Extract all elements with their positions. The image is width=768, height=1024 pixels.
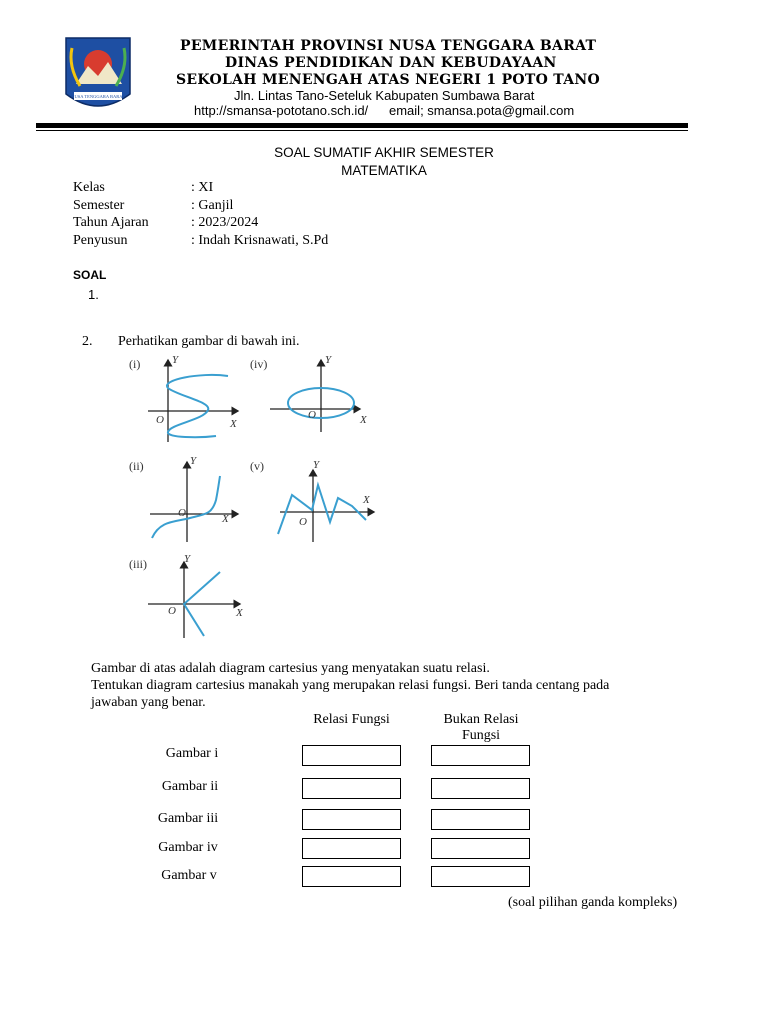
header-line-1: PEMERINTAH PROVINSI NUSA TENGGARA BARAT bbox=[180, 38, 597, 54]
soal-heading: SOAL bbox=[73, 268, 107, 282]
graph-iii bbox=[129, 553, 244, 638]
graph-v-curve bbox=[278, 485, 366, 534]
graph-ii bbox=[129, 455, 238, 542]
graph-i-origin-label: O bbox=[156, 414, 164, 426]
checkbox-gambar-i-bukan[interactable] bbox=[431, 745, 530, 766]
meta-value: : Indah Krisnawati, S.Pd bbox=[191, 233, 329, 248]
checkbox-gambar-iii-fungsi[interactable] bbox=[302, 809, 401, 830]
graph-iii-y-label: Y bbox=[184, 553, 191, 565]
checkbox-gambar-iii-bukan[interactable] bbox=[431, 809, 530, 830]
graph-iv-label: (iv) bbox=[250, 357, 268, 371]
question-1-number: 1. bbox=[88, 287, 99, 302]
exam-subject: MATEMATIKA bbox=[341, 163, 427, 178]
graph-i-y-label: Y bbox=[172, 354, 179, 366]
graph-ii-y-label: Y bbox=[190, 455, 197, 467]
row-label-gambar-v: Gambar v bbox=[161, 868, 217, 883]
meta-label: Semester bbox=[73, 198, 125, 213]
header-address: Jln. Lintas Tano-Seteluk Kabupaten Sumbawa Barat bbox=[234, 88, 535, 103]
graphs-figure bbox=[120, 350, 400, 645]
svg-text:NUSA TENGGARA BARAT: NUSA TENGGARA BARAT bbox=[71, 94, 125, 99]
graph-iii-x-label: X bbox=[236, 607, 243, 619]
header-line-2: DINAS PENDIDIKAN DAN KEBUDAYAAN bbox=[225, 55, 557, 71]
column-header-bukan-relasi bbox=[420, 712, 542, 744]
graph-iii-origin-label: O bbox=[168, 605, 176, 617]
graph-v-label: (v) bbox=[250, 459, 264, 473]
graph-iv bbox=[250, 354, 368, 432]
meta-kelas bbox=[73, 180, 214, 196]
column-header-bukan-relasi-line1: Bukan Relasi bbox=[443, 712, 519, 727]
meta-value: : XI bbox=[191, 180, 214, 195]
question-2-number: 2. bbox=[82, 334, 93, 349]
header-rule-thick bbox=[36, 123, 688, 128]
graph-v-x-label: X bbox=[363, 494, 370, 506]
checkbox-gambar-ii-bukan[interactable] bbox=[431, 778, 530, 799]
graph-iii-label: (iii) bbox=[129, 557, 147, 571]
row-label-gambar-iii: Gambar iii bbox=[157, 811, 219, 826]
question-type-note: (soal pilihan ganda kompleks) bbox=[508, 895, 678, 910]
graph-iv-y-label: Y bbox=[325, 354, 332, 366]
header-rule-thin bbox=[36, 130, 688, 131]
column-header-bukan-relasi-line2: Fungsi bbox=[461, 728, 501, 743]
checkbox-gambar-v-bukan[interactable] bbox=[431, 866, 530, 887]
meta-penyusun bbox=[73, 233, 329, 249]
meta-value: : Ganjil bbox=[191, 198, 234, 213]
graph-v-origin-label: O bbox=[299, 516, 307, 528]
graph-ii-x-label: X bbox=[222, 513, 229, 525]
checkbox-gambar-iv-fungsi[interactable] bbox=[302, 838, 401, 859]
question-2-desc-2: Tentukan diagram cartesius manakah yang merupakan relasi fungsi. Beri tanda centang pada bbox=[91, 678, 610, 693]
meta-label: Penyusun bbox=[73, 233, 128, 248]
exam-title: SOAL SUMATIF AKHIR SEMESTER bbox=[274, 145, 494, 160]
graph-i-curve bbox=[167, 375, 228, 437]
meta-tahun-ajaran bbox=[73, 215, 259, 231]
school-logo bbox=[64, 36, 132, 116]
checkbox-gambar-v-fungsi[interactable] bbox=[302, 866, 401, 887]
graph-i-x-label: X bbox=[230, 418, 237, 430]
graph-i-label: (i) bbox=[129, 357, 141, 371]
row-label-gambar-i: Gambar i bbox=[165, 746, 219, 761]
column-header-relasi-fungsi: Relasi Fungsi bbox=[313, 712, 390, 727]
question-2-desc-3: jawaban yang benar. bbox=[91, 695, 206, 710]
checkbox-gambar-ii-fungsi[interactable] bbox=[302, 778, 401, 799]
header-website: http://smansa-pototano.sch.id/ bbox=[194, 103, 369, 118]
meta-semester bbox=[73, 198, 234, 214]
checkbox-gambar-i-fungsi[interactable] bbox=[302, 745, 401, 766]
graph-ii-curve bbox=[152, 476, 220, 538]
row-label-gambar-iv: Gambar iv bbox=[158, 840, 218, 855]
graph-ii-label: (ii) bbox=[129, 459, 144, 473]
graph-ii-origin-label: O bbox=[178, 507, 186, 519]
question-2-prompt: Perhatikan gambar di bawah ini. bbox=[118, 334, 300, 349]
header-email: email; smansa.pota@gmail.com bbox=[389, 103, 575, 118]
checkbox-gambar-iv-bukan[interactable] bbox=[431, 838, 530, 859]
graph-iv-origin-label: O bbox=[308, 409, 316, 421]
meta-value: : 2023/2024 bbox=[191, 215, 259, 230]
question-2-desc-1: Gambar di atas adalah diagram cartesius yang menyatakan suatu relasi. bbox=[91, 661, 490, 676]
meta-label: Kelas bbox=[73, 180, 105, 195]
graph-iv-x-label: X bbox=[360, 414, 367, 426]
graph-v-y-label: Y bbox=[313, 459, 320, 471]
header-line-3: SEKOLAH MENENGAH ATAS NEGERI 1 POTO TANO bbox=[176, 72, 601, 88]
row-label-gambar-ii: Gambar ii bbox=[161, 779, 219, 794]
graph-v bbox=[250, 459, 374, 542]
graph-i bbox=[129, 354, 238, 442]
meta-label: Tahun Ajaran bbox=[73, 215, 149, 230]
